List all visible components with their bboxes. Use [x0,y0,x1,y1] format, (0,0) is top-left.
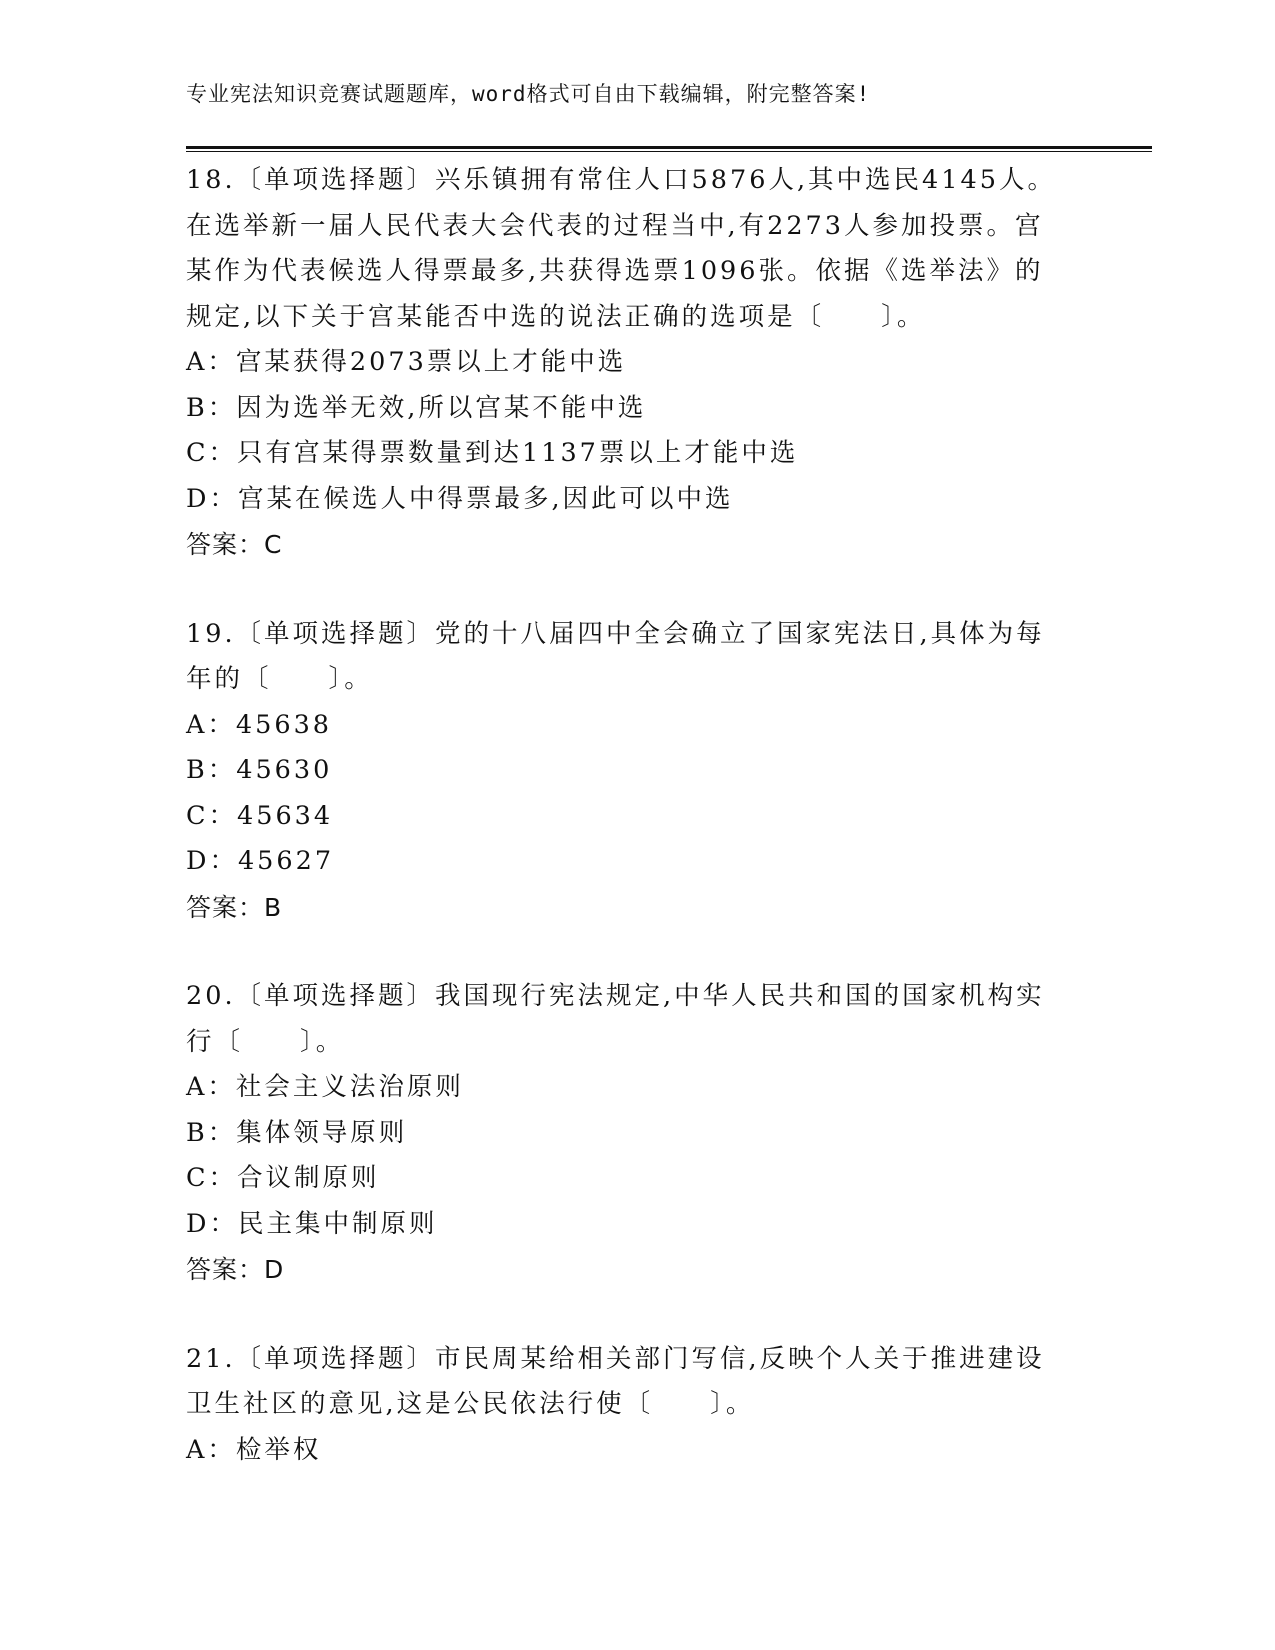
option-c: C：只有宫某得票数量到达1137票以上才能中选 [186,438,799,468]
question-list [186,158,1066,1473]
question-19 [186,612,1066,931]
answer: 答案：B [186,892,283,922]
question-gap [186,1293,1066,1337]
option-d: D：民主集中制原则 [186,1208,438,1239]
option-b: B：集体领导原则 [186,1117,408,1148]
option-d: D：宫某在候选人中得票最多,因此可以中选 [186,483,734,514]
question-stem: 18.〔单项选择题〕兴乐镇拥有常住人口5876人,其中选民4145人。在选举新一届人民代表大会代表的过程当中,有2273人参加投票。宫某作为代表候选人得票最多,共获得选票1096张。依据《选举法》的规定,以下关于宫某能否中选的说法正确的选项是〔 〕。 [186,165,1056,332]
option-a: A：社会主义法治原则 [186,1072,464,1102]
question-18 [186,158,1066,568]
question-stem: 21.〔单项选择题〕市民周某给相关部门写信,反映个人关于推进建设卫生社区的意见,这是公民依法行使〔 〕。 [186,1343,1045,1419]
option-b: B：45630 [186,755,333,785]
question-21 [186,1337,1066,1474]
answer: 答案：C [186,530,283,559]
option-c: C：45634 [186,800,334,831]
header-rule-thin [186,151,1152,152]
question-stem: 20.〔单项选择题〕我国现行宪法规定,中华人民共和国的国家机构实行〔 〕。 [186,981,1045,1057]
question-20 [186,974,1066,1293]
question-gap [186,568,1066,612]
option-a: A：检举权 [186,1434,322,1465]
option-c: C：合议制原则 [186,1163,380,1193]
option-d: D：45627 [186,846,335,876]
page-header: 专业宪法知识竞赛试题题库，word格式可自由下载编辑，附完整答案! [186,82,871,106]
option-a: A：宫某获得2073票以上才能中选 [186,347,627,377]
answer: 答案：D [186,1255,285,1284]
header-rule-thick [186,146,1152,149]
question-stem: 19.〔单项选择题〕党的十八届四中全会确立了国家宪法日,具体为每年的〔 〕。 [186,618,1045,694]
option-b: B：因为选举无效,所以宫某不能中选 [186,392,647,423]
question-gap [186,930,1066,974]
option-a: A：45638 [186,709,333,740]
